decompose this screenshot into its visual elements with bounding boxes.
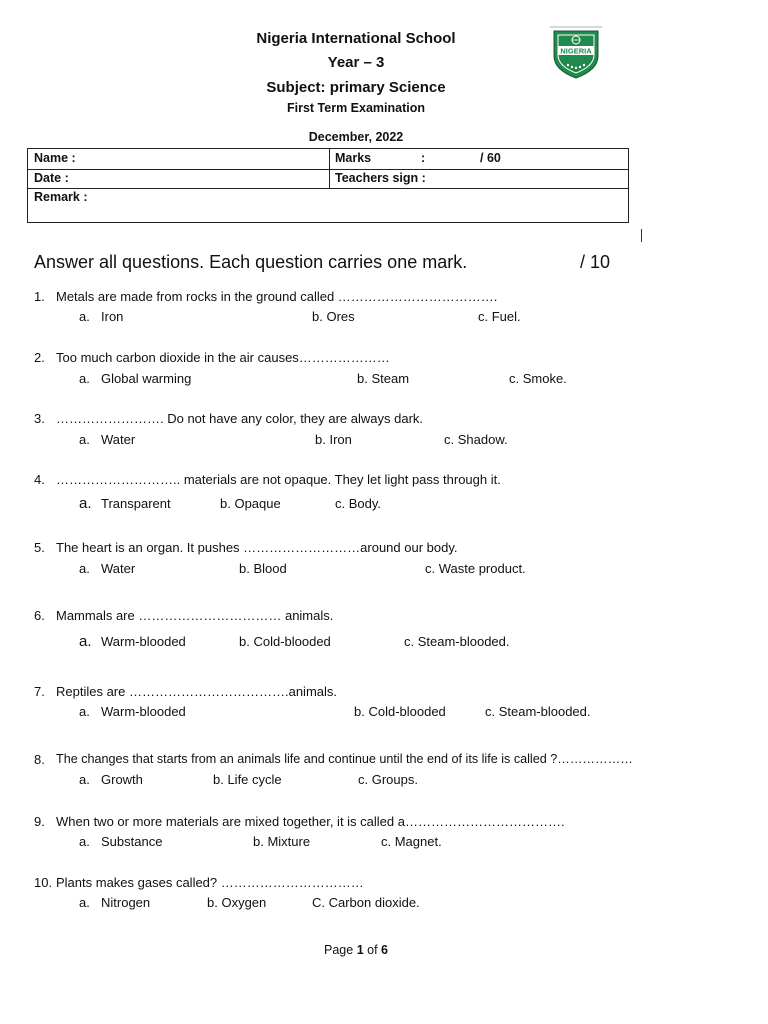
current-page: 1	[356, 943, 364, 957]
option-a: a. Iron	[79, 309, 124, 324]
question-text: Reptiles are ……………………………….animals.	[56, 684, 337, 699]
question-number: 6.	[34, 608, 45, 623]
question-number: 2.	[34, 350, 45, 365]
option-c: c. Waste product.	[425, 561, 526, 576]
option-a: a. Substance	[79, 834, 163, 849]
question-number: 4.	[34, 472, 45, 487]
option-c: c. Fuel.	[478, 309, 521, 324]
remark-label: Remark :	[34, 190, 88, 204]
option-b: b. Blood	[239, 561, 287, 576]
page-word: Page	[324, 943, 354, 957]
school-logo	[548, 26, 604, 80]
instructions-text: Answer all questions. Each question carries one mark.	[34, 252, 468, 272]
subject-label: Subject: primary Science	[266, 79, 446, 96]
total-pages: 6	[381, 943, 388, 957]
info-row-name-marks	[28, 149, 628, 170]
question-number: 8.	[34, 752, 45, 767]
option-b: b. Cold-blooded	[239, 634, 331, 649]
option-b: b. Mixture	[253, 834, 311, 849]
marks-colon: :	[421, 151, 426, 165]
option-b: b. Opaque	[220, 496, 281, 511]
section-score: / 10	[580, 252, 611, 272]
option-b: b. Iron	[315, 432, 352, 447]
option-c: c. Steam-blooded.	[404, 634, 510, 649]
option-a: a. Warm-blooded	[79, 704, 186, 719]
question-text: ……………………….. materials are not opaque. They let light pass through it.	[56, 472, 501, 487]
option-c: c. Shadow.	[444, 432, 508, 447]
teacher-sign-label: Teachers sign :	[335, 171, 426, 185]
school-name: Nigeria International School	[256, 30, 456, 47]
option-a: a. Global warming	[79, 371, 192, 386]
question-number: 9.	[34, 814, 45, 829]
question-text: Mammals are …………………………… animals.	[56, 608, 334, 623]
option-a: a. Water	[79, 561, 136, 576]
text-cursor	[641, 229, 642, 242]
question-number: 3.	[34, 411, 45, 426]
exam-date: December, 2022	[308, 130, 404, 144]
year-label: Year – 3	[327, 54, 385, 71]
option-c: c. Smoke.	[509, 371, 567, 386]
option-c: c. Magnet.	[381, 834, 442, 849]
option-b: b. Cold-blooded	[354, 704, 446, 719]
question-number: 10.	[34, 875, 53, 890]
question-text: The heart is an organ. It pushes ………………………around our body.	[56, 540, 458, 555]
option-a: a. Nitrogen	[79, 895, 151, 910]
option-a: a. Transparent	[79, 495, 171, 512]
option-a: a. Warm-blooded	[79, 633, 186, 650]
option-b: b. Oxygen	[207, 895, 267, 910]
question-number: 7.	[34, 684, 45, 699]
question-text: Plants makes gases called? ……………………………	[56, 875, 364, 890]
of-word: of	[367, 943, 378, 957]
option-c: c. Groups.	[358, 772, 418, 787]
svg-text:NIGERIA: NIGERIA	[560, 46, 592, 56]
date-label: Date :	[34, 171, 69, 185]
option-b: b. Life cycle	[213, 772, 282, 787]
question-text: ……………………. Do not have any color, they are always dark.	[56, 411, 424, 426]
option-c: C. Carbon dioxide.	[312, 895, 420, 910]
marks-total: / 60	[480, 151, 501, 165]
page-number	[0, 943, 712, 957]
question-number: 5.	[34, 540, 45, 555]
question-text: The changes that starts from an animals life and continue until the end of its life is called ?………………	[56, 752, 633, 766]
question-text: When two or more materials are mixed together, it is called a……………………………….	[56, 814, 565, 829]
option-a: a. Growth	[79, 772, 143, 787]
name-label: Name :	[34, 151, 76, 165]
question-text: Too much carbon dioxide in the air causes…………………	[56, 350, 390, 365]
option-b: b. Ores	[312, 309, 355, 324]
question-text: Metals are made from rocks in the ground called ……………………………….	[56, 289, 498, 304]
marks-label: Marks	[335, 151, 372, 165]
student-info-table	[27, 148, 629, 223]
table-divider	[329, 149, 330, 188]
option-a: a. Water	[79, 432, 136, 447]
question-number: 1.	[34, 289, 45, 304]
option-c: c. Steam-blooded.	[485, 704, 591, 719]
info-row-date-sign	[28, 169, 628, 189]
option-c: c. Body.	[335, 496, 382, 511]
term-label: First Term Examination	[287, 101, 425, 115]
option-b: b. Steam	[357, 371, 410, 386]
